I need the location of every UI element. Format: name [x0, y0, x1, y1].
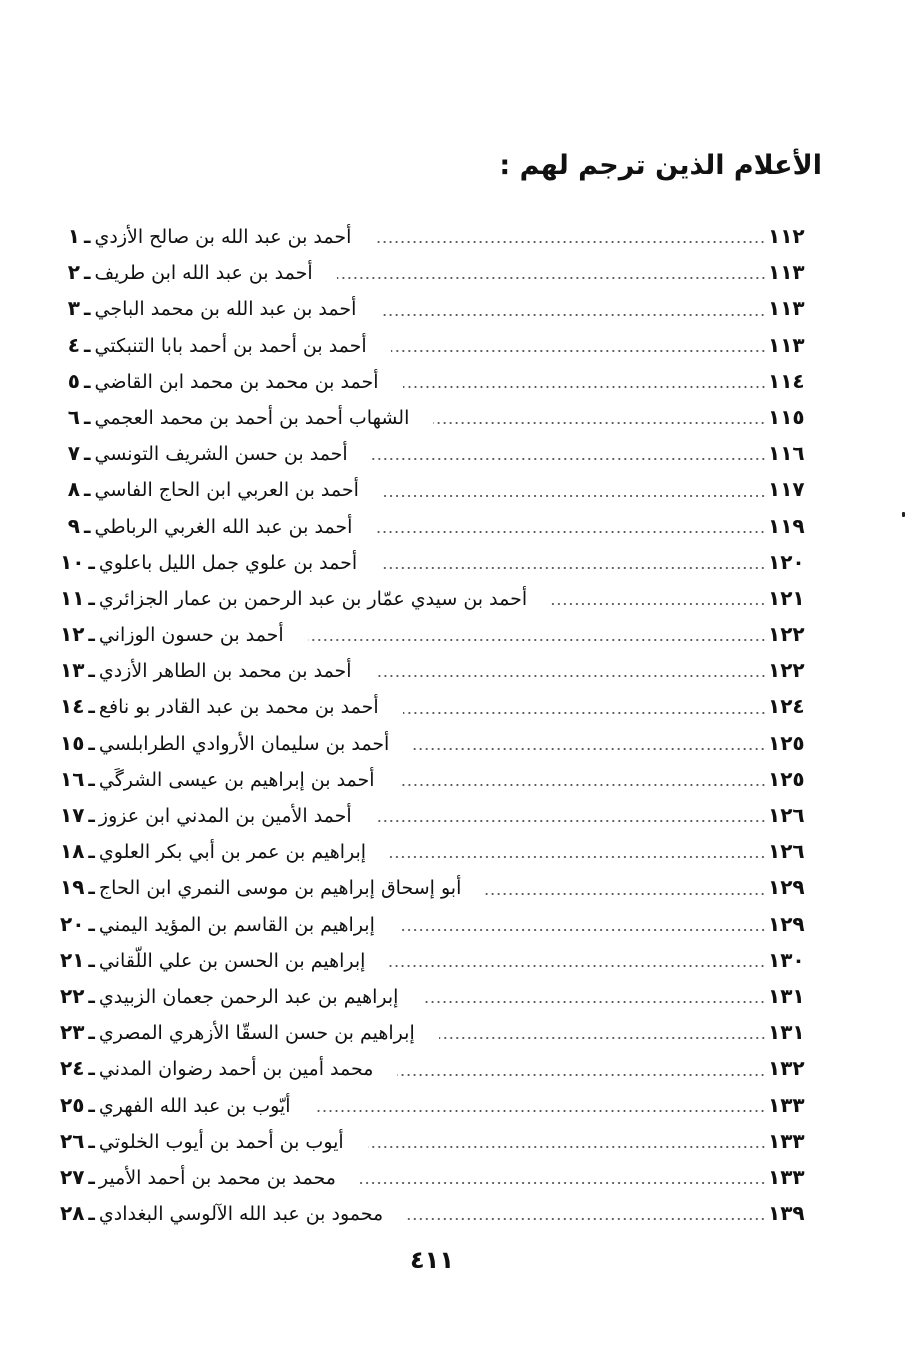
- entry-number: ١٥: [60, 730, 85, 755]
- entry-dash: ـ: [88, 1203, 95, 1226]
- entry-dash: ـ: [88, 1130, 95, 1153]
- entry-number: ١٢: [60, 622, 85, 647]
- entry-dash: ـ: [88, 949, 95, 972]
- entry-dash: ـ: [88, 587, 95, 610]
- entry-page-number: ١٣١: [768, 983, 805, 1008]
- entry-page-number: ١٢٢: [768, 622, 805, 647]
- entry-number: ٤: [67, 332, 80, 357]
- dot-leader: [397, 1061, 766, 1077]
- entry-dash: ـ: [88, 913, 95, 936]
- index-entry: [60, 290, 812, 326]
- entry-number: ٥: [67, 368, 80, 393]
- entry-page-number: ١١٣: [768, 296, 805, 321]
- entry-dash: ـ: [88, 768, 95, 791]
- entry-name: أحمد بن عبد الله ابن طريف: [94, 262, 313, 285]
- entry-page-number: ١٢٢: [768, 658, 805, 683]
- entry-number: ٢٧: [60, 1164, 85, 1189]
- entry-name: أحمد بن علوي جمل الليل باعلوي: [98, 551, 358, 574]
- entry-dash: ـ: [88, 624, 95, 647]
- entry-dash: ـ: [84, 406, 91, 429]
- entry-name: إبراهيم بن حسن السقّا الأزهري المصري: [98, 1022, 415, 1045]
- index-entry: [60, 869, 812, 905]
- entry-page-number: ١٢٦: [768, 803, 805, 827]
- entry-name: أحمد بن حسن الشريف التونسي: [94, 443, 348, 466]
- entry-number: ٢٤: [60, 1056, 85, 1081]
- dot-leader: [551, 590, 766, 606]
- entry-name: أحمد بن محمد بن الطاهر الأزدي: [98, 660, 352, 683]
- dot-leader: [403, 373, 767, 389]
- index-entry: [60, 1014, 812, 1050]
- entry-number: ٣: [67, 296, 80, 321]
- entry-dash: ـ: [84, 262, 91, 285]
- entry-name: إبراهيم بن عبد الرحمن جعمان الزبيدي: [98, 985, 399, 1008]
- entry-page-number: ١٣٠: [768, 947, 805, 972]
- dot-leader: [399, 916, 766, 932]
- index-entry: [60, 1087, 812, 1123]
- index-entry: [60, 218, 812, 254]
- entry-number: ٢٨: [60, 1201, 85, 1226]
- page-number: ٤١١: [410, 1246, 454, 1274]
- entry-name: أحمد بن عبد الله بن محمد الباجي: [94, 298, 357, 321]
- entry-dash: ـ: [84, 443, 91, 466]
- dot-leader: [376, 518, 766, 534]
- entry-number: ٢٥: [60, 1092, 85, 1117]
- index-entry: [60, 761, 812, 797]
- entry-page-number: ١١٩: [768, 513, 805, 538]
- entry-name: محمود بن عبد الله الآلوسي البغدادي: [98, 1203, 384, 1226]
- entry-page-number: ١١٦: [768, 441, 805, 466]
- entry-page-number: ١١٤: [768, 368, 805, 393]
- entry-page-number: ١٢٥: [768, 730, 805, 755]
- dot-leader: [368, 1133, 766, 1149]
- dot-leader: [485, 880, 766, 896]
- index-entry: [60, 688, 812, 724]
- dot-leader: [403, 699, 766, 715]
- entry-name: أحمد بن محمد بن عبد القادر بو نافع: [98, 696, 379, 719]
- entry-dash: ـ: [84, 226, 91, 248]
- dot-leader: [380, 301, 766, 317]
- dot-leader: [389, 952, 766, 968]
- dot-leader: [376, 662, 766, 678]
- entry-dash: ـ: [84, 334, 91, 357]
- entry-dash: ـ: [84, 298, 91, 321]
- entry-name: الشهاب أحمد بن أحمد بن محمد العجمي: [94, 406, 410, 429]
- entry-dash: ـ: [88, 696, 95, 719]
- entry-name: إبراهيم بن القاسم بن المؤيد اليمني: [98, 913, 375, 936]
- dot-leader: [376, 807, 766, 823]
- index-entry: [60, 508, 812, 544]
- entry-name: إبراهيم بن عمر بن أبي بكر العلوي: [98, 841, 367, 864]
- entry-dash: ـ: [88, 1166, 95, 1189]
- entry-number: ١١: [60, 585, 85, 610]
- dot-leader: [399, 771, 766, 787]
- entry-page-number: ١٣٣: [768, 1128, 805, 1153]
- entry-page-number: ١٢٠: [768, 549, 805, 574]
- entry-name: أحمد بن محمد بن محمد ابن القاضي: [94, 370, 379, 393]
- entry-name: أحمد بن حسون الوزاني: [98, 624, 284, 647]
- entry-name: محمد بن محمد بن أحمد الأمير: [98, 1166, 336, 1189]
- entry-dash: ـ: [88, 660, 95, 683]
- dot-leader: [383, 482, 766, 498]
- entry-page-number: ١١٥: [768, 404, 805, 429]
- entry-dash: ـ: [88, 1058, 95, 1081]
- entry-page-number: ١٢١: [768, 585, 805, 610]
- entry-name: أحمد بن إبراهيم بن عيسى الشرگَي: [98, 768, 375, 791]
- index-entry: [60, 652, 812, 688]
- entry-name: أيوب بن أحمد بن أيوب الخلوتي: [98, 1130, 344, 1153]
- section-heading: الأعلام الذين ترجم لهم :: [499, 150, 822, 181]
- dot-leader: [407, 1205, 766, 1221]
- entry-page-number: ١١٢: [768, 224, 805, 248]
- scan-speck: [902, 512, 905, 517]
- entry-number: ٨: [67, 477, 80, 502]
- index-entry: [60, 833, 812, 869]
- index-entry: [60, 580, 812, 616]
- index-entry: [60, 544, 812, 580]
- dot-leader: [308, 626, 766, 642]
- entry-page-number: ١١٧: [768, 477, 805, 502]
- index-entry: [60, 435, 812, 471]
- entry-number: ١: [67, 224, 80, 248]
- dot-leader: [413, 735, 766, 751]
- entry-dash: ـ: [88, 985, 95, 1008]
- entry-number: ١٩: [60, 875, 85, 900]
- dot-leader: [372, 445, 766, 461]
- entry-number: ١٧: [60, 803, 85, 827]
- entry-dash: ـ: [88, 732, 95, 755]
- index-entry: [60, 471, 812, 507]
- index-entry: [60, 399, 812, 435]
- index-entry: [60, 1123, 812, 1159]
- entry-name: أحمد بن سليمان الأروادي الطرابلسي: [98, 732, 390, 755]
- index-entry: [60, 363, 812, 399]
- entry-page-number: ١٣٣: [768, 1164, 805, 1189]
- entry-number: ٢٦: [60, 1128, 85, 1153]
- dot-leader: [375, 228, 766, 244]
- entry-page-number: ١٢٤: [768, 694, 805, 719]
- entry-name: إبراهيم بن الحسن بن علي اللّقاني: [98, 949, 366, 972]
- dot-leader: [337, 264, 766, 280]
- entry-number: ٢: [67, 260, 80, 285]
- entry-dash: ـ: [84, 515, 91, 538]
- index-entry: [60, 725, 812, 761]
- entry-number: ٧: [67, 441, 80, 466]
- dot-leader: [314, 1097, 766, 1113]
- entry-dash: ـ: [88, 805, 95, 827]
- entry-number: ١٠: [60, 549, 85, 574]
- entry-number: ١٦: [60, 766, 85, 791]
- entry-page-number: ١٢٦: [768, 839, 805, 864]
- entry-page-number: ١٣٣: [768, 1092, 805, 1117]
- entry-dash: ـ: [88, 551, 95, 574]
- entry-number: ٢٠: [60, 911, 85, 936]
- entry-name: أبو إسحاق إبراهيم بن موسى النمري ابن الحاج: [98, 877, 462, 900]
- entry-number: ١٣: [60, 658, 85, 683]
- index-list: [60, 218, 812, 1231]
- entry-page-number: ١٣٩: [768, 1201, 805, 1226]
- entry-number: ٦: [67, 404, 80, 429]
- entry-page-number: ١٢٩: [768, 911, 805, 936]
- entry-dash: ـ: [88, 841, 95, 864]
- index-entry: [60, 254, 812, 290]
- dot-leader: [439, 1024, 766, 1040]
- entry-number: ٢٣: [60, 1020, 85, 1045]
- dot-leader: [360, 1169, 766, 1185]
- dot-leader: [391, 337, 766, 353]
- entry-dash: ـ: [84, 370, 91, 393]
- entry-name: أحمد بن سيدي عمّار بن عبد الرحمن بن عمار الجزائري: [98, 587, 528, 610]
- entry-name: أحمد الأمين بن المدني ابن عزوز: [98, 805, 352, 827]
- index-entry: [60, 906, 812, 942]
- entry-name: أيّوب بن عبد الله الفهري: [98, 1094, 291, 1117]
- entry-number: ٢٢: [60, 983, 85, 1008]
- index-entry: [60, 1159, 812, 1195]
- entry-page-number: ١٣١: [768, 1020, 805, 1045]
- entry-page-number: ١١٣: [768, 260, 805, 285]
- entry-name: محمد أمين بن أحمد رضوان المدني: [98, 1058, 374, 1081]
- entry-number: ١٤: [60, 694, 85, 719]
- entry-name: أحمد بن العربي ابن الحاج الفاسي: [94, 479, 359, 502]
- entry-dash: ـ: [84, 479, 91, 502]
- dot-leader: [381, 554, 766, 570]
- entry-page-number: ١٣٢: [768, 1056, 805, 1081]
- entry-dash: ـ: [88, 877, 95, 900]
- entry-name: أحمد بن عبد الله الغربي الرباطي: [94, 515, 353, 538]
- index-entry: [60, 327, 812, 363]
- entry-name: أحمد بن عبد الله بن صالح الأزدي: [94, 226, 352, 248]
- dot-leader: [390, 843, 766, 859]
- entry-name: أحمد بن أحمد بن أحمد بابا التنبكتي: [94, 334, 367, 357]
- entry-page-number: ١١٣: [768, 332, 805, 357]
- index-entry: [60, 616, 812, 652]
- index-entry: [60, 1050, 812, 1086]
- entry-number: ٩: [67, 513, 80, 538]
- entry-dash: ـ: [88, 1094, 95, 1117]
- dot-leader: [433, 409, 766, 425]
- entry-number: ١٨: [60, 839, 85, 864]
- index-entry: [60, 978, 812, 1014]
- entry-page-number: ١٢٩: [768, 875, 805, 900]
- entry-page-number: ١٢٥: [768, 766, 805, 791]
- index-entry: [60, 797, 812, 833]
- entry-number: ٢١: [60, 947, 85, 972]
- entry-dash: ـ: [88, 1022, 95, 1045]
- dot-leader: [422, 988, 766, 1004]
- index-entry: [60, 942, 812, 978]
- index-entry: [60, 1195, 812, 1231]
